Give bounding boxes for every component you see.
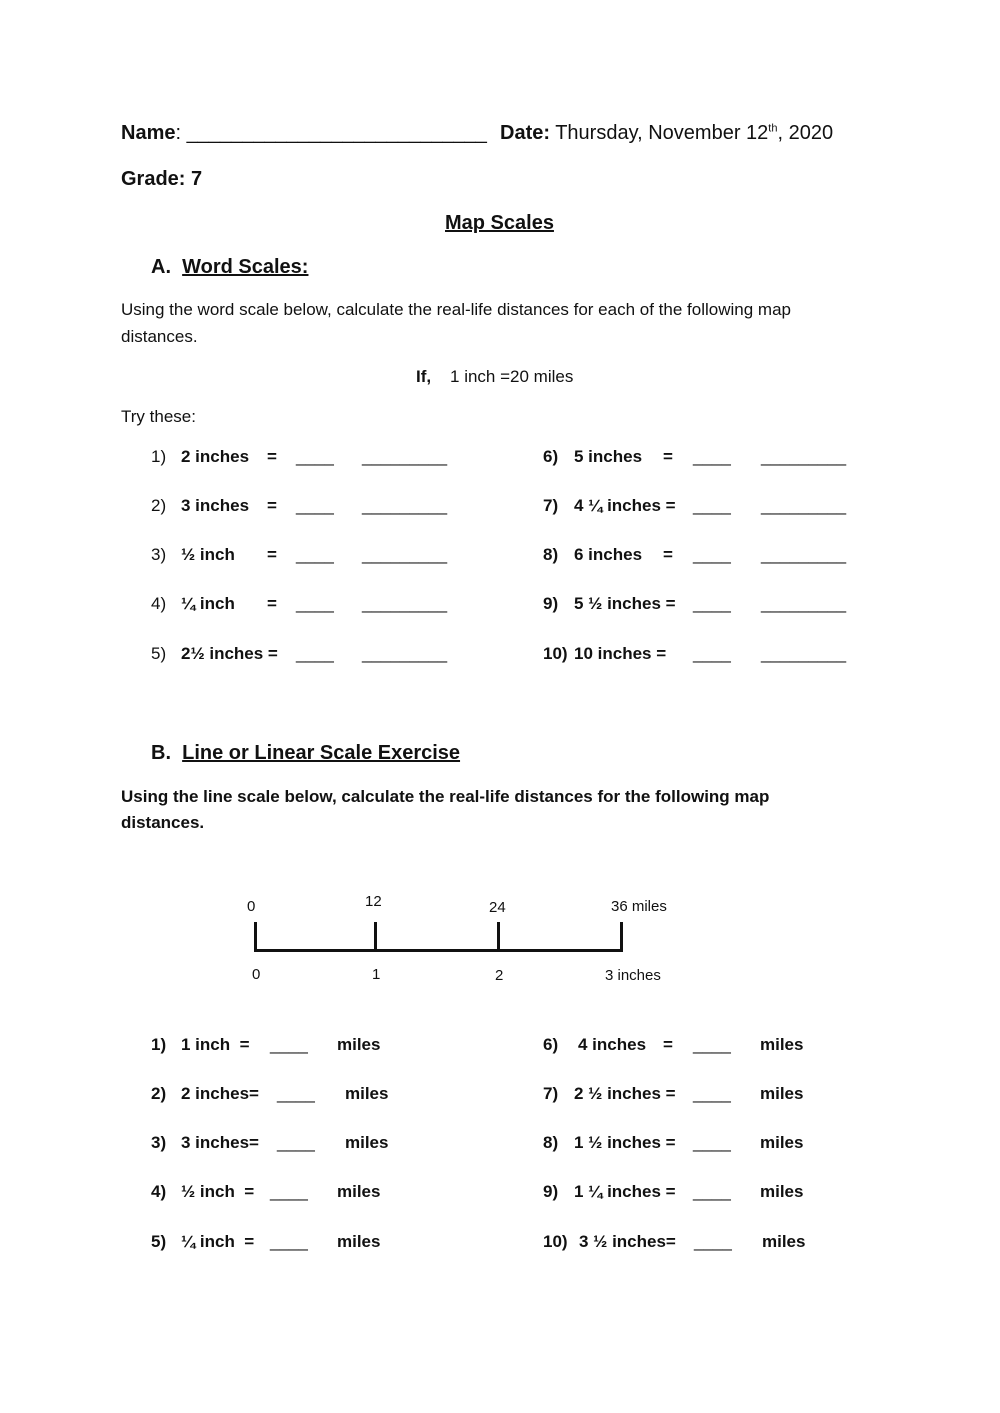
question-number: 2) (151, 496, 167, 515)
question-label: 2 inches= (181, 1084, 259, 1103)
try-these: Try these: (121, 407, 196, 426)
grade: Grade: 7 (121, 168, 203, 190)
scale-top-label-24: 24 (489, 899, 506, 916)
answer-blank[interactable]: ____ (693, 1084, 731, 1103)
answer-blank-number[interactable]: ____ (296, 594, 334, 613)
unit-label: miles (760, 1084, 804, 1103)
question-label: 10 inches = (574, 644, 667, 663)
page-title: Map Scales (445, 212, 554, 234)
question-label: ½ inch = (181, 1182, 255, 1201)
answer-blank-unit[interactable]: _________ (761, 447, 847, 466)
answer-blank-unit[interactable]: _________ (761, 545, 847, 564)
answer-blank[interactable]: ____ (693, 1133, 731, 1152)
unit-label: miles (337, 1182, 381, 1201)
question-number: 9) (543, 1182, 559, 1201)
scale-bar (254, 949, 623, 952)
word-scale-text: 1 inch =20 miles (450, 367, 574, 386)
equals-sign: = (663, 545, 673, 564)
unit-label: miles (760, 1133, 804, 1152)
name-line (121, 122, 487, 145)
question-label: 1 inch = (181, 1035, 250, 1054)
scale-bottom-label-1: 1 (372, 966, 381, 983)
answer-blank[interactable]: ____ (694, 1232, 732, 1251)
scale-bottom-label-2: 2 (495, 967, 504, 984)
question-number: 1) (151, 447, 167, 466)
scale-bottom-label-0: 0 (252, 966, 261, 983)
name-separator: : (175, 122, 182, 144)
answer-blank[interactable]: ____ (270, 1035, 308, 1054)
question-label: 3 ½ inches= (579, 1232, 676, 1251)
question-label: 1 ½ inches = (574, 1133, 676, 1152)
unit-label: miles (762, 1232, 806, 1251)
unit-label: miles (760, 1182, 804, 1201)
answer-blank-number[interactable]: ____ (693, 545, 731, 564)
answer-blank-number[interactable]: ____ (693, 496, 731, 515)
scale-tick-1 (374, 922, 377, 952)
answer-blank[interactable]: ____ (277, 1133, 315, 1152)
question-number: 2) (151, 1084, 167, 1103)
section-b-instructions-2: distances. (121, 813, 205, 832)
answer-blank[interactable]: ____ (693, 1182, 731, 1201)
question-label: 5 inches (574, 447, 643, 466)
question-label: 5 ½ inches = (574, 594, 676, 613)
scale-tick-3 (620, 922, 623, 952)
word-scale-if: If, (416, 367, 432, 386)
word-scale (416, 367, 573, 387)
question-label: 6 inches (574, 545, 643, 564)
equals-sign: = (267, 496, 277, 515)
unit-label: miles (760, 1035, 804, 1054)
question-number: 7) (543, 1084, 559, 1103)
equals-sign: = (663, 447, 673, 466)
question-label: 1 ¼ inches = (574, 1182, 676, 1201)
answer-blank-number[interactable]: ____ (693, 447, 731, 466)
answer-blank[interactable]: ____ (693, 1035, 731, 1054)
question-label: 2 inches (181, 447, 250, 466)
answer-blank-unit[interactable]: _________ (362, 594, 448, 613)
question-number: 10) (543, 1232, 568, 1251)
question-number: 8) (543, 1133, 559, 1152)
answer-blank-unit[interactable]: _________ (362, 545, 448, 564)
question-number: 6) (543, 447, 559, 466)
answer-blank-unit[interactable]: _________ (761, 644, 847, 663)
scale-tick-0 (254, 922, 257, 952)
section-a-title: Word Scales: (182, 256, 309, 278)
name-label: Name (121, 122, 176, 144)
date-value: Thursday, November 12th, 2020 (555, 122, 834, 144)
section-a-instructions-2: distances. (121, 327, 198, 346)
equals-sign: = (267, 545, 277, 564)
unit-label: miles (345, 1133, 389, 1152)
question-number: 5) (151, 1232, 167, 1251)
question-number: 4) (151, 1182, 167, 1201)
question-label: 3 inches= (181, 1133, 259, 1152)
question-label: 2 ½ inches = (574, 1084, 676, 1103)
equals-sign: = (663, 1035, 673, 1054)
answer-blank-unit[interactable]: _________ (761, 496, 847, 515)
scale-top-label-12: 12 (365, 893, 382, 910)
question-number: 10) (543, 644, 568, 663)
answer-blank[interactable]: ____ (277, 1084, 315, 1103)
question-number: 3) (151, 545, 167, 564)
section-b-instructions-1: Using the line scale below, calculate the real-life distances for the following map (121, 787, 770, 806)
unit-label: miles (337, 1035, 381, 1054)
question-number: 9) (543, 594, 559, 613)
question-label: ½ inch (181, 545, 235, 564)
answer-blank-number[interactable]: ____ (693, 594, 731, 613)
question-label: ¼ inch (181, 594, 235, 613)
question-number: 1) (151, 1035, 167, 1054)
answer-blank-number[interactable]: ____ (296, 644, 334, 663)
equals-sign: = (267, 594, 277, 613)
answer-blank-number[interactable]: ____ (693, 644, 731, 663)
section-b-title: Line or Linear Scale Exercise (182, 742, 461, 764)
answer-blank[interactable]: ____ (270, 1232, 308, 1251)
question-number: 3) (151, 1133, 167, 1152)
section-a-letter: A. (151, 256, 171, 278)
question-label: 3 inches (181, 496, 250, 515)
answer-blank-number[interactable]: ____ (296, 447, 334, 466)
scale-top-label-0: 0 (247, 898, 256, 915)
scale-tick-2 (497, 922, 500, 952)
question-label: 4 inches (578, 1035, 647, 1054)
answer-blank-unit[interactable]: _________ (362, 496, 448, 515)
equals-sign: = (267, 447, 277, 466)
question-number: 5) (151, 644, 167, 663)
question-number: 8) (543, 545, 559, 564)
question-label: ¼ inch = (181, 1232, 255, 1251)
question-number: 4) (151, 594, 167, 613)
scale-top-label-36: 36 miles (611, 898, 667, 915)
unit-label: miles (337, 1232, 381, 1251)
section-a-heading (151, 256, 308, 279)
answer-blank-number[interactable]: ____ (296, 496, 334, 515)
answer-blank-unit[interactable]: _________ (362, 447, 448, 466)
scale-bottom-label-3: 3 inches (605, 967, 661, 984)
section-b-heading (151, 742, 460, 765)
answer-blank-unit[interactable]: _________ (761, 594, 847, 613)
question-label: 2½ inches = (181, 644, 278, 663)
unit-label: miles (345, 1084, 389, 1103)
date-label: Date: (500, 122, 551, 144)
answer-blank-number[interactable]: ____ (296, 545, 334, 564)
section-b-letter: B. (151, 742, 171, 764)
question-number: 7) (543, 496, 559, 515)
answer-blank[interactable]: ____ (270, 1182, 308, 1201)
question-number: 6) (543, 1035, 559, 1054)
name-blank[interactable]: ___________________________ (186, 122, 487, 144)
date-line (500, 122, 833, 145)
answer-blank-unit[interactable]: _________ (362, 644, 448, 663)
section-a-instructions-1: Using the word scale below, calculate the real-life distances for each of the following map (121, 300, 791, 319)
question-label: 4 ¼ inches = (574, 496, 676, 515)
